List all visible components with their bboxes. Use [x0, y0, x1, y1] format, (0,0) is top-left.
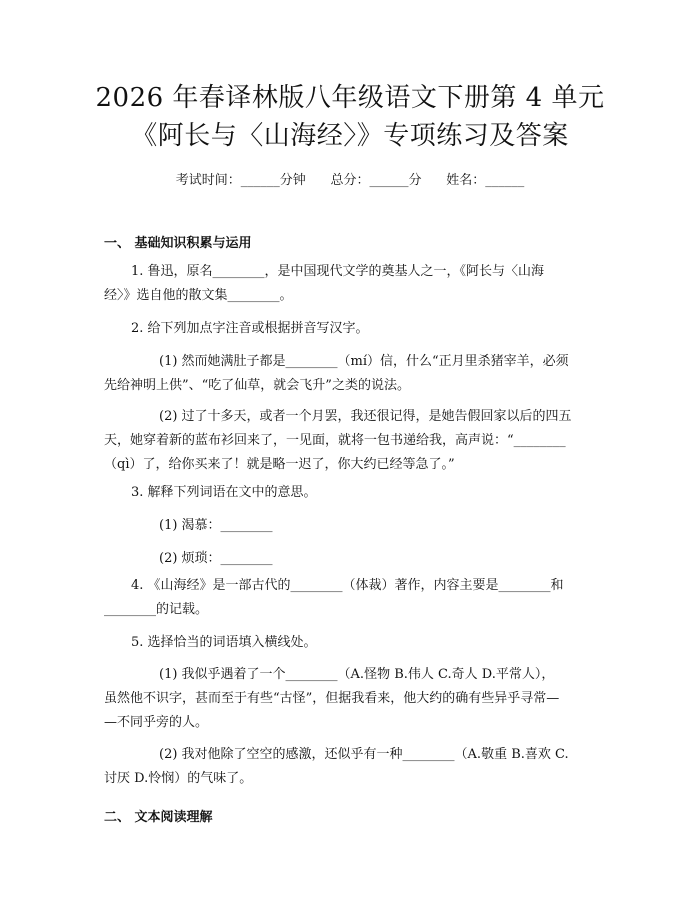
question-5: 5. 选择恰当的词语填入横线处。: [131, 635, 317, 650]
question-1-line2: 经〉》选自他的散文集________。: [104, 288, 293, 303]
question-4-line2: ________的记载。: [104, 602, 209, 617]
document-title-line2: 《阿长与〈山海经〉》专项练习及答案: [131, 121, 569, 151]
question-3: 3. 解释下列词语在文中的意思。: [131, 485, 317, 500]
document-title-line1: 2026 年春译林版八年级语文下册第 4 单元: [95, 83, 605, 113]
question-5-1-line3: —不同乎旁的人。: [104, 715, 209, 730]
question-1-line1: 1. 鲁迅，原名________，是中国现代文学的奠基人之一，《阿长与〈山海: [131, 264, 545, 279]
question-2-1-line1: (1) 然而她满肚子都是________（mí）信，什么“正月里杀猪宰羊，必须: [159, 354, 569, 369]
exam-info-line: 考试时间：______分钟 总分：______分 姓名：______: [175, 173, 525, 188]
question-2-2-line1: (2) 过了十多天，或者一个月罢，我还很记得，是她告假回家以后的四五: [159, 409, 572, 424]
question-3-1: (1) 渴慕：________: [159, 518, 273, 533]
question-2: 2. 给下列加点字注音或根据拼音写汉字。: [131, 321, 369, 336]
question-5-1-line2: 虽然他不识字，甚而至于有些“古怪”，但据我看来，他大约的确有些异乎寻常—: [104, 691, 560, 706]
question-5-2-line1: (2) 我对他除了空空的感激，还似乎有一种________（A.敬重 B.喜欢 C.: [159, 747, 569, 762]
question-3-2: (2) 烦琐：________: [159, 551, 273, 566]
question-5-1-line1: (1) 我似乎遇着了一个________（A.怪物 B.伟人 C.奇人 D.平常人），: [159, 667, 555, 682]
question-4-line1: 4. 《山海经》是一部古代的________（体裁）著作，内容主要是________和: [131, 578, 564, 593]
question-2-1-line2: 先给神明上供”、“吃了仙草，就会飞升”之类的说法。: [104, 378, 410, 393]
section-heading-1: 一、 基础知识积累与运用: [104, 236, 252, 251]
question-2-2-line2: 天，她穿着新的蓝布衫回来了，一见面，就将一包书递给我，高声说：“________: [104, 433, 566, 448]
section-heading-2: 二、 文本阅读理解: [104, 810, 213, 825]
question-5-2-line2: 讨厌 D.怜悯）的气味了。: [104, 771, 253, 786]
question-2-2-line3: （qì）了，给你买来了！就是略一迟了，你大约已经等急了。”: [104, 457, 455, 472]
